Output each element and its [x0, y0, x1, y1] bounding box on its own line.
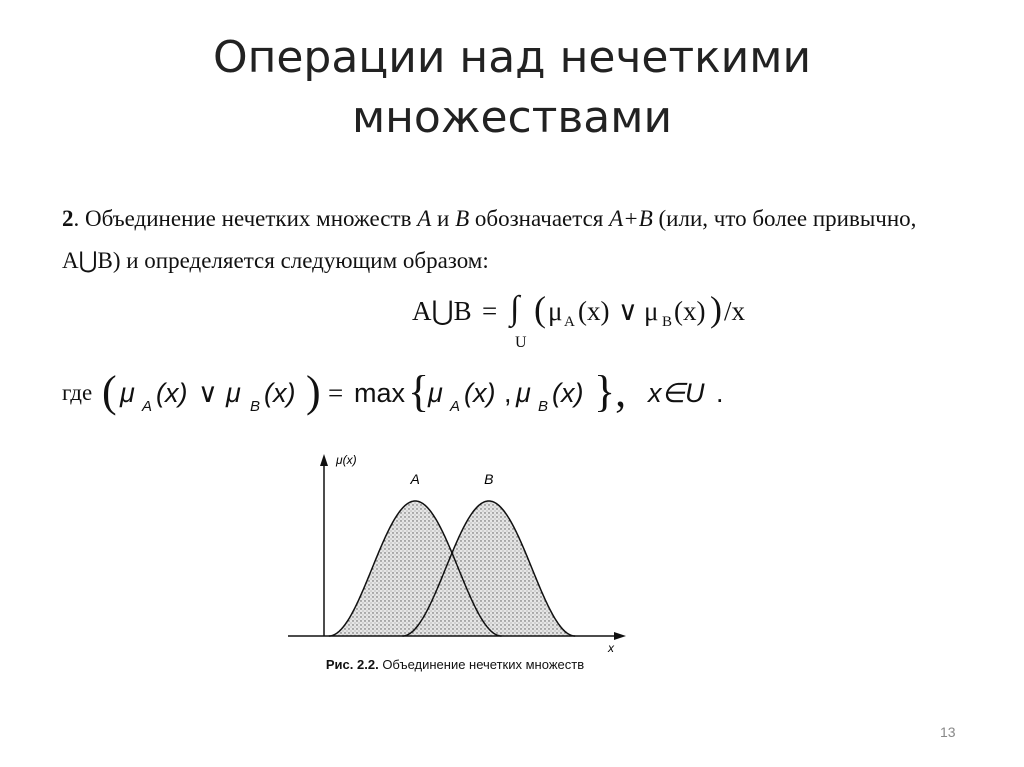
f1-mu1: μ: [548, 296, 563, 326]
para-text3: (или, что более привычно, A: [62, 206, 917, 273]
figure-caption: [320, 656, 590, 673]
f1-lparen: (: [534, 289, 546, 329]
integral-symbol: ∫: [510, 290, 520, 327]
f2-x1: (x): [156, 378, 188, 408]
f2-sub-b1: B: [250, 398, 261, 415]
f2-mu4: μ: [516, 378, 531, 408]
f1-domain: U: [515, 334, 527, 351]
caption-label: Рис. 2.2.: [325, 657, 379, 672]
slide-title: [0, 28, 1024, 148]
f2-mu3: μ: [428, 378, 443, 408]
f2-sub-b2: B: [538, 398, 549, 415]
para-and: и: [431, 206, 456, 231]
f1-tail: /x: [724, 296, 746, 326]
slide-title-line1: Операции над нечеткими: [212, 32, 812, 83]
y-axis-label: μ(x): [336, 453, 357, 467]
f2-condition: x∈U: [648, 378, 705, 408]
series-label-b: B: [484, 471, 494, 487]
union-area: [329, 501, 575, 636]
para-text2: обозначается: [469, 206, 610, 231]
union-symbol: ⋃: [78, 248, 98, 273]
f2-eq: =: [328, 378, 344, 408]
f2-x4: (x): [552, 378, 584, 408]
union-chart: [280, 440, 640, 660]
y-axis-arrow: [320, 454, 328, 466]
f1-x1: (x): [578, 296, 610, 326]
item-number: 2: [62, 206, 74, 231]
set-b: B: [455, 206, 470, 231]
f2-dot: .: [716, 378, 724, 408]
max-formula: [62, 366, 782, 426]
f1-sub-b: B: [662, 314, 673, 330]
f2-x2: (x): [264, 378, 296, 408]
f1-sub-a: A: [564, 314, 575, 330]
a-plus-b: A+B: [609, 206, 653, 231]
f2-max: max: [354, 378, 406, 408]
f1-eq: =: [482, 296, 498, 326]
series-label-a: A: [410, 471, 420, 487]
f1-rparen: ): [710, 289, 722, 329]
f1-or: ∨: [618, 296, 638, 326]
f2-rparen: ): [306, 367, 321, 416]
f2-sub-a2: A: [450, 398, 461, 415]
union-formula: [412, 289, 792, 362]
x-axis-label: x: [608, 641, 614, 655]
page-number: 13: [940, 724, 956, 740]
f2-sub-a1: A: [142, 398, 153, 415]
definition-paragraph: [62, 198, 942, 282]
para-text1: . Объединение нечетких множеств: [73, 206, 418, 231]
f2-comma: ,: [504, 378, 512, 408]
f1-mu2: μ: [644, 296, 659, 326]
para-text4: B) и определяется следующим образом:: [97, 248, 489, 273]
x-axis-arrow: [614, 632, 626, 640]
f2-lbrace: {: [408, 367, 430, 416]
caption-text: Объединение нечетких множеств: [378, 657, 585, 672]
f2-or: ∨: [198, 378, 218, 408]
f2-mu2: μ: [226, 378, 241, 408]
slide-title-line2: множествами: [351, 92, 673, 143]
f2-rbrace: },: [594, 367, 627, 416]
f1-lhs: A⋃B: [412, 296, 472, 326]
f1-x2: (x): [674, 296, 706, 326]
f2-mu1: μ: [120, 378, 135, 408]
f2-lparen: (: [102, 367, 117, 416]
f2-where: где: [62, 380, 93, 405]
f2-x3: (x): [464, 378, 496, 408]
set-a: A: [417, 206, 432, 231]
